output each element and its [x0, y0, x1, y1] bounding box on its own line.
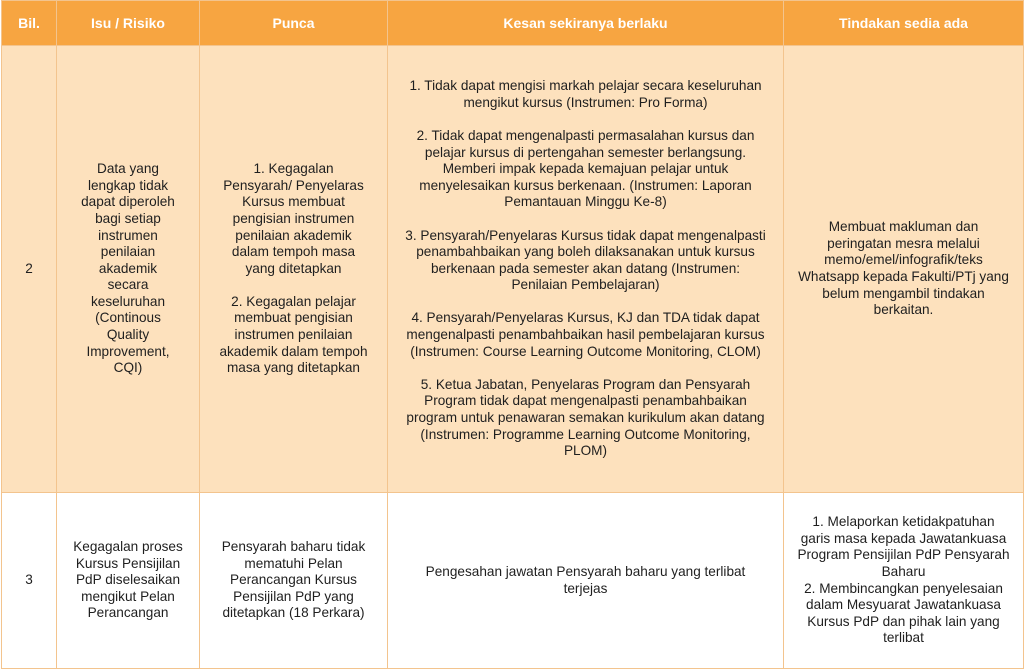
kesan-item: 2. Tidak dapat mengenalpasti permasalahan kursus dan pelajar kursus di pertengahan semester berlangsung. Memberi impak kepada kemajuan pelajar untuk menyelesaikan kursus berkenaan. (Instrumen: Laporan Pemantauan Minggu Ke-8): [416, 127, 755, 210]
cell-tindakan: [784, 46, 1024, 493]
cell-punca: [200, 46, 388, 493]
table-row: [2, 46, 1024, 493]
cell-bil: 3: [2, 493, 57, 669]
header-bil: Bil.: [2, 1, 57, 46]
kesan-item: 1. Tidak dapat mengisi markah pelajar secara keseluruhan mengikut kursus (Instrumen: Pro Forma): [409, 78, 762, 110]
cell-isu: [57, 46, 200, 493]
tindakan-item: 1. Melaporkan ketidakpatuhan garis masa kepada Jawatankuasa Program Pensijilan PdP Pensyarah Baharu: [797, 514, 1010, 579]
table-row: [2, 493, 1024, 669]
header-isu-risiko: Isu / Risiko: [57, 1, 200, 46]
kesan-item: 4. Pensyarah/Penyelaras Kursus, KJ dan TDA tidak dapat mengenalpasti penambahbaikan hasil pembelajaran kursus (Instrumen: Course Learning Outcome Monitoring, CLOM): [406, 310, 765, 359]
kesan-item: 3. Pensyarah/Penyelaras Kursus tidak dapat mengenalpasti penambahbaikan yang boleh dilaksanakan untuk kursus berkenaan pada semester akan datang (Instrumen: Penilaian Pembelajaran): [405, 227, 766, 293]
cell-kesan: [388, 46, 784, 493]
cell-isu: [57, 493, 200, 669]
isu-text: Kegagalan proses Kursus Pensijilan PdP diselesaikan mengikut Pelan Perancangan: [73, 539, 183, 621]
tindakan-item: 2. Membincangkan penyelesaian dalam Mesyuarat Jawatankuasa Kursus PdP dan pihak lain yang terlibat: [804, 580, 1003, 646]
cell-punca: [200, 493, 388, 669]
header-kesan: Kesan sekiranya berlaku: [388, 1, 784, 46]
punca-text: Pensyarah baharu tidak mematuhi Pelan Perancangan Kursus Pensijilan PdP yang ditetapkan (18 Perkara): [221, 539, 366, 621]
table-header-row: [2, 1, 1024, 46]
cell-tindakan: [784, 493, 1024, 669]
cell-kesan: [388, 493, 784, 669]
isu-text: Data yang lengkap tidak dapat diperoleh bagi setiap instrumen penilaian akademik secara keseluruhan (Continous Quality Improvement, CQI): [81, 161, 175, 376]
header-tindakan: Tindakan sedia ada: [784, 1, 1024, 46]
kesan-text: Pengesahan jawatan Pensyarah baharu yang terlibat terjejas: [425, 563, 746, 596]
tindakan-text: Membuat makluman dan peringatan mesra melalui memo/emel/infografik/teks Whatsapp kepada Fakulti/PTj yang belum mengambil tindakan berkaitan.: [798, 219, 1009, 318]
punca-item: 2. Kegagalan pelajar membuat pengisian instrumen penilaian akademik dalam tempoh masa yang ditetapkan: [219, 293, 368, 376]
punca-item: 1. Kegagalan Pensyarah/ Penyelaras Kursus membuat pengisian instrumen penilaian akademik dalam tempoh masa yang ditetapkan: [223, 161, 364, 276]
header-punca: Punca: [200, 1, 388, 46]
kesan-item: 5. Ketua Jabatan, Penyelaras Program dan Pensyarah Program tidak dapat mengenalpasti penambahbaikan program untuk penawaran semakan kurikulum akan datang (Instrumen: Programme Learning Outcome Monitoring, PLOM): [406, 376, 765, 459]
risk-table: [1, 0, 1024, 669]
cell-bil: 2: [2, 46, 57, 493]
